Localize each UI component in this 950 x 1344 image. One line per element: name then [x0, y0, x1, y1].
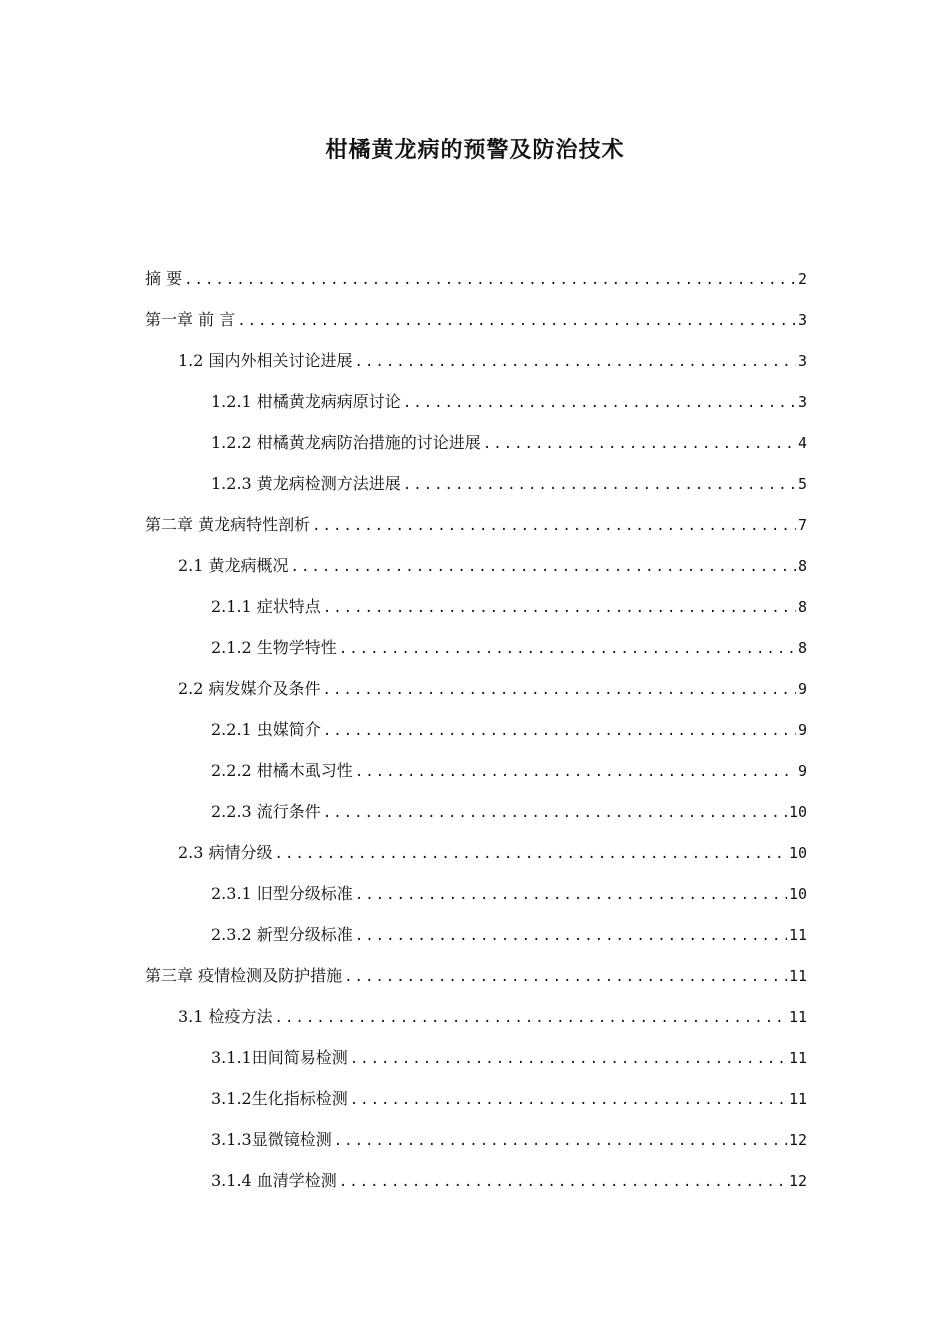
toc-entry[interactable]: [145, 963, 807, 1004]
toc-dot-leader: [323, 682, 796, 698]
toc-entry[interactable]: [145, 1045, 807, 1086]
toc-entry[interactable]: [145, 1086, 807, 1127]
toc-entry-label: 摘 要: [145, 269, 183, 288]
toc-dot-leader: [334, 1133, 787, 1149]
toc-entry-label: 3.1.2生化指标检测: [211, 1089, 348, 1108]
toc-entry-page-number: 10: [788, 844, 807, 862]
toc-entry-label: 2.3.1 旧型分级标准: [211, 884, 353, 903]
toc-dot-leader: [312, 518, 796, 534]
toc-entry-label: 2.1 黄龙病概况: [178, 556, 289, 575]
toc-dot-leader: [323, 723, 796, 739]
toc-dot-leader: [184, 272, 796, 288]
toc-entry-page-number: 12: [788, 1172, 807, 1190]
toc-dot-leader: [355, 887, 787, 903]
toc-entry[interactable]: [145, 389, 807, 430]
toc-entry-page-number: 3: [797, 311, 807, 329]
toc-entry-page-number: 11: [788, 926, 807, 944]
toc-dot-leader: [275, 1010, 787, 1026]
toc-entry-page-number: 9: [797, 680, 807, 698]
toc-entry[interactable]: [145, 307, 807, 348]
toc-entry[interactable]: [145, 512, 807, 553]
toc-dot-leader: [339, 1174, 787, 1190]
toc-dot-leader: [339, 641, 796, 657]
toc-entry-label: 2.2.3 流行条件: [211, 802, 321, 821]
toc-entry[interactable]: [145, 430, 807, 471]
toc-entry-label: 3.1.4 血清学检测: [211, 1171, 337, 1190]
toc-entry-page-number: 8: [797, 557, 807, 575]
toc-dot-leader: [355, 764, 796, 780]
document-title: 柑橘黄龙病的预警及防治技术: [325, 137, 625, 163]
toc-entry-page-number: 12: [788, 1131, 807, 1149]
toc-dot-leader: [350, 1092, 787, 1108]
toc-entry[interactable]: [145, 471, 807, 512]
toc-entry[interactable]: [145, 840, 807, 881]
toc-entry[interactable]: [145, 1168, 807, 1209]
toc-entry[interactable]: [145, 676, 807, 717]
toc-entry-page-number: 11: [788, 1008, 807, 1026]
toc-entry[interactable]: [145, 1127, 807, 1168]
toc-entry-label: 1.2 国内外相关讨论进展: [178, 351, 353, 370]
toc-entry-page-number: 11: [788, 1090, 807, 1108]
toc-entry-page-number: 7: [797, 516, 807, 534]
toc-entry-label: 2.2 病发媒介及条件: [178, 679, 321, 698]
toc-entry-page-number: 11: [788, 967, 807, 985]
toc-entry-label: 第三章 疫情检测及防护措施: [145, 966, 343, 985]
toc-entry-label: 第二章 黄龙病特性剖析: [145, 515, 311, 534]
toc-entry[interactable]: [145, 758, 807, 799]
toc-entry-label: 1.2.3 黄龙病检测方法进展: [211, 474, 401, 493]
toc-dot-leader: [275, 846, 787, 862]
toc-entry[interactable]: [145, 799, 807, 840]
toc-entry-label: 2.3 病情分级: [178, 843, 273, 862]
toc-entry[interactable]: [145, 922, 807, 963]
toc-dot-leader: [483, 436, 796, 452]
toc-entry[interactable]: [145, 348, 807, 389]
table-of-contents: [145, 266, 807, 1209]
toc-entry-label: 2.2.2 柑橘木虱习性: [211, 761, 353, 780]
toc-dot-leader: [323, 600, 796, 616]
toc-entry-label: 1.2.1 柑橘黄龙病病原讨论: [211, 392, 401, 411]
toc-entry-page-number: 10: [788, 885, 807, 903]
toc-entry-label: 2.1.1 症状特点: [211, 597, 321, 616]
toc-entry-page-number: 2: [797, 270, 807, 288]
toc-entry-label: 3.1.3显微镜检测: [211, 1130, 332, 1149]
toc-dot-leader: [237, 313, 796, 329]
toc-entry-label: 2.1.2 生物学特性: [211, 638, 337, 657]
toc-entry-page-number: 11: [788, 1049, 807, 1067]
toc-dot-leader: [344, 969, 787, 985]
toc-entry[interactable]: [145, 1004, 807, 1045]
toc-entry[interactable]: [145, 717, 807, 758]
toc-entry-page-number: 10: [788, 803, 807, 821]
toc-entry-label: 第一章 前 言: [145, 310, 236, 329]
toc-entry-page-number: 9: [797, 721, 807, 739]
toc-entry-page-number: 5: [797, 475, 807, 493]
toc-entry-page-number: 3: [797, 352, 807, 370]
toc-dot-leader: [323, 805, 787, 821]
toc-dot-leader: [403, 477, 796, 493]
toc-entry-label: 3.1 检疫方法: [178, 1007, 273, 1026]
toc-entry-page-number: 8: [797, 598, 807, 616]
toc-entry[interactable]: [145, 594, 807, 635]
toc-entry[interactable]: [145, 635, 807, 676]
toc-entry-page-number: 9: [797, 762, 807, 780]
toc-dot-leader: [291, 559, 796, 575]
toc-dot-leader: [355, 928, 787, 944]
toc-dot-leader: [355, 354, 796, 370]
toc-entry-label: 1.2.2 柑橘黄龙病防治措施的讨论进展: [211, 433, 481, 452]
toc-entry-page-number: 8: [797, 639, 807, 657]
toc-entry-label: 3.1.1田间简易检测: [211, 1048, 348, 1067]
toc-entry[interactable]: [145, 881, 807, 922]
toc-dot-leader: [403, 395, 796, 411]
toc-entry[interactable]: [145, 266, 807, 307]
toc-entry-label: 2.3.2 新型分级标准: [211, 925, 353, 944]
toc-entry-page-number: 3: [797, 393, 807, 411]
toc-entry[interactable]: [145, 553, 807, 594]
toc-entry-label: 2.2.1 虫媒简介: [211, 720, 321, 739]
toc-dot-leader: [350, 1051, 787, 1067]
toc-entry-page-number: 4: [797, 434, 807, 452]
